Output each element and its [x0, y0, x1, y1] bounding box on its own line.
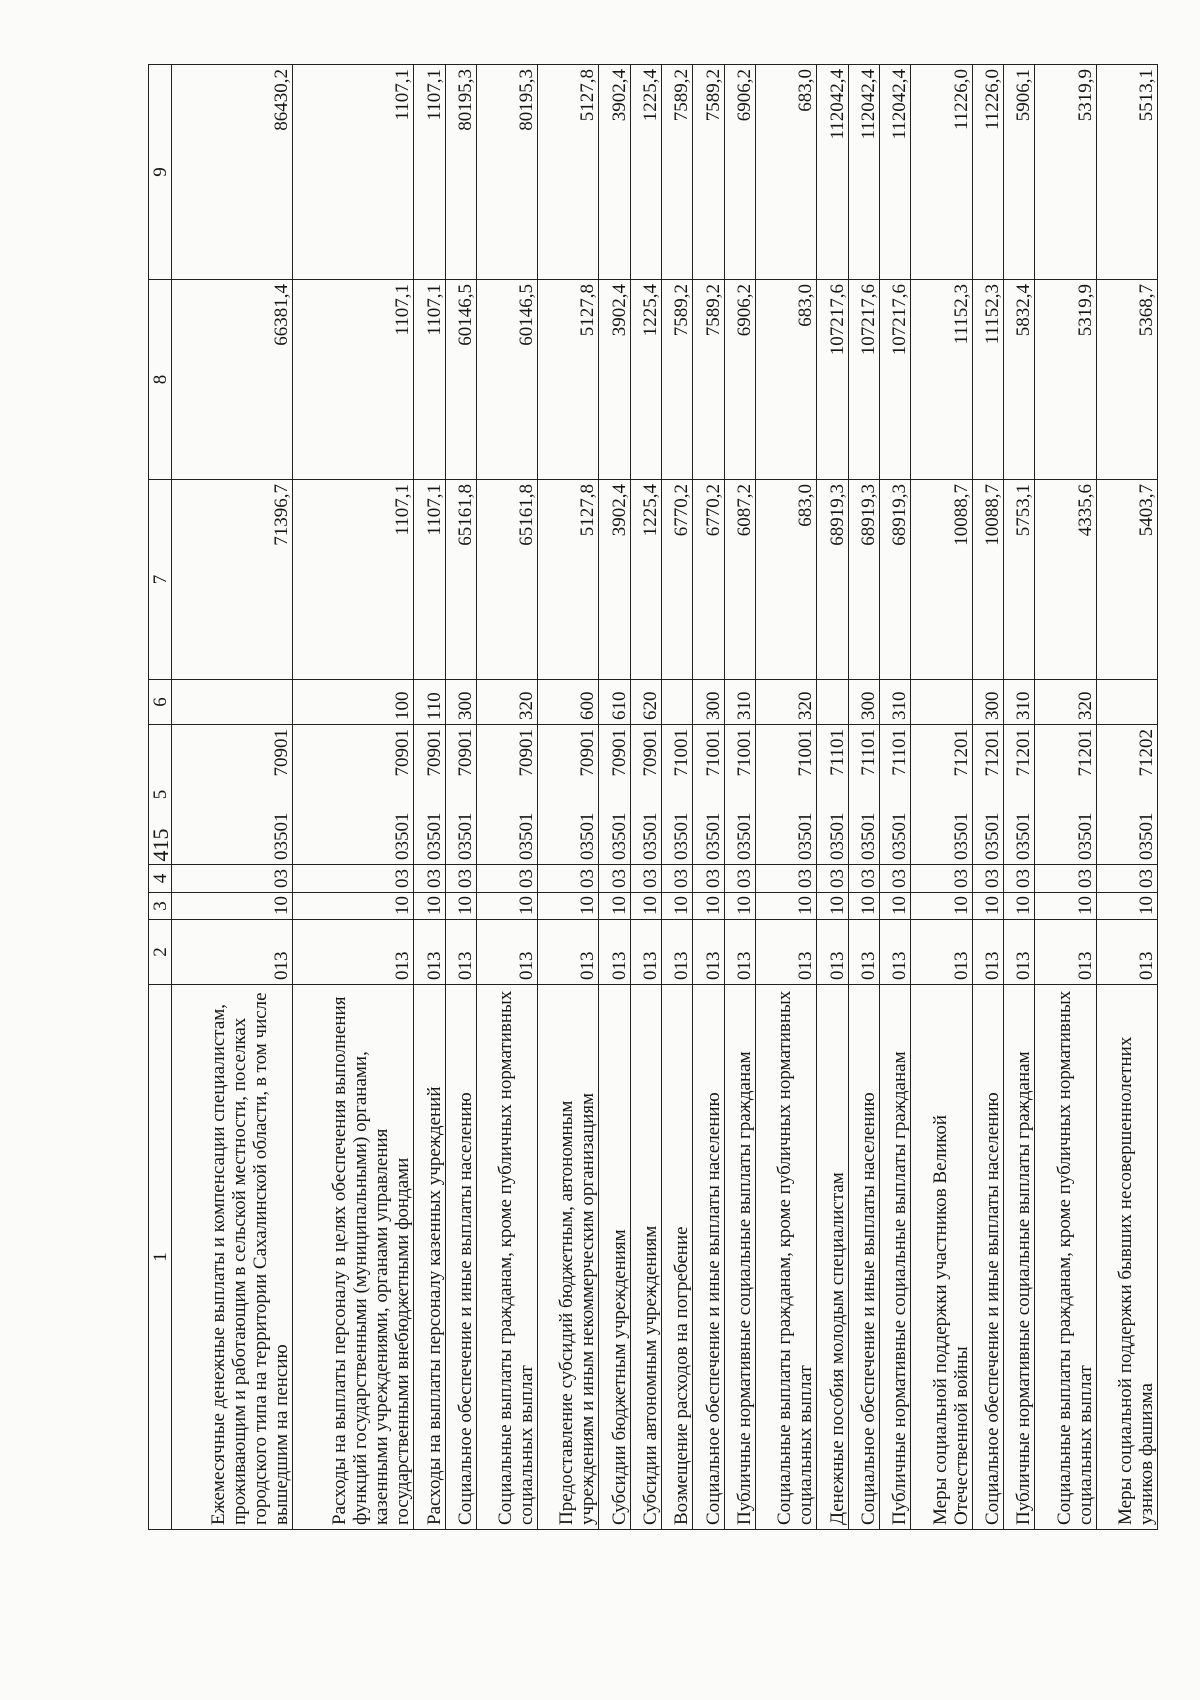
row-name: Социальные выплаты гражданам, кроме публичных нормативных социальных выплат	[476, 985, 537, 1530]
table-row	[911, 65, 972, 1530]
subsection-code: 03	[538, 865, 599, 893]
table-row	[599, 65, 630, 1530]
target-item-code: 70901	[445, 725, 476, 805]
budget-code: 013	[848, 920, 879, 985]
subsection-code: 03	[693, 865, 724, 893]
program-code: 03501	[693, 805, 724, 865]
target-item-code: 71201	[911, 725, 972, 805]
amount-col-7: 5127,8	[538, 480, 599, 680]
table-row	[724, 65, 755, 1530]
table-row	[817, 65, 848, 1530]
row-name: Возмещение расходов на погребение	[662, 985, 693, 1530]
amount-col-8: 6906,2	[724, 280, 755, 480]
amount-col-7: 71396,7	[172, 480, 293, 680]
amount-col-7: 10088,7	[972, 480, 1003, 680]
expense-type-code: 300	[693, 680, 724, 725]
program-code: 03501	[172, 805, 293, 865]
target-item-code: 70901	[599, 725, 630, 805]
amount-col-8: 7589,2	[662, 280, 693, 480]
budget-code: 013	[817, 920, 848, 985]
row-name: Социальные выплаты гражданам, кроме публичных нормативных социальных выплат	[756, 985, 817, 1530]
amount-col-8: 5319,9	[1035, 280, 1096, 480]
amount-col-8: 107217,6	[848, 280, 879, 480]
amount-col-9: 112042,4	[817, 65, 848, 280]
target-item-code: 71001	[693, 725, 724, 805]
expense-type-code	[817, 680, 848, 725]
subsection-code: 03	[756, 865, 817, 893]
target-item-code: 71201	[1035, 725, 1096, 805]
amount-col-8: 5832,4	[1004, 280, 1035, 480]
budget-code: 013	[911, 920, 972, 985]
expense-type-code: 320	[476, 680, 537, 725]
amount-col-9: 5906,1	[1004, 65, 1035, 280]
amount-col-7: 6770,2	[662, 480, 693, 680]
amount-col-9: 5319,9	[1035, 65, 1096, 280]
expense-type-code	[1096, 680, 1157, 725]
budget-code: 013	[538, 920, 599, 985]
target-item-code: 70901	[476, 725, 537, 805]
target-item-code: 71001	[756, 725, 817, 805]
row-name: Социальные выплаты гражданам, кроме публичных нормативных социальных выплат	[1035, 985, 1096, 1530]
amount-col-7: 3902,4	[599, 480, 630, 680]
amount-col-8: 5368,7	[1096, 280, 1157, 480]
table-row	[1035, 65, 1096, 1530]
program-code: 03501	[538, 805, 599, 865]
amount-col-7: 68919,3	[817, 480, 848, 680]
section-code: 10	[693, 893, 724, 920]
program-code: 03501	[630, 805, 661, 865]
amount-col-9: 1225,4	[630, 65, 661, 280]
amount-col-8: 5127,8	[538, 280, 599, 480]
program-code: 03501	[817, 805, 848, 865]
amount-col-8: 60146,5	[445, 280, 476, 480]
table-row	[630, 65, 661, 1530]
expense-type-code: 300	[848, 680, 879, 725]
table-row	[693, 65, 724, 1530]
table-row	[972, 65, 1003, 1530]
row-name: Меры социальной поддержки участников Великой Отечественной войны	[911, 985, 972, 1530]
target-item-code: 71001	[724, 725, 755, 805]
row-name: Ежемесячные денежные выплаты и компенсации специалистам, проживающим и работающим в сельской местности, поселках городского типа на территории Сахалинской области, в том числе вышедшим на пенсию	[172, 985, 293, 1530]
amount-col-7: 68919,3	[880, 480, 911, 680]
subsection-code: 03	[599, 865, 630, 893]
expense-type-code: 610	[599, 680, 630, 725]
amount-col-9: 7589,2	[693, 65, 724, 280]
amount-col-7: 68919,3	[848, 480, 879, 680]
amount-col-9: 1107,1	[414, 65, 445, 280]
amount-col-7: 1107,1	[293, 480, 414, 680]
expense-type-code	[911, 680, 972, 725]
subsection-code: 03	[1096, 865, 1157, 893]
budget-table	[148, 64, 1158, 1530]
table-row	[414, 65, 445, 1530]
section-code: 10	[445, 893, 476, 920]
budget-code: 013	[1035, 920, 1096, 985]
table-row	[476, 65, 537, 1530]
target-item-code: 70901	[172, 725, 293, 805]
amount-col-7: 65161,8	[476, 480, 537, 680]
table-row	[662, 65, 693, 1530]
amount-col-8: 60146,5	[476, 280, 537, 480]
header-col-1: 1	[149, 985, 172, 1530]
section-code: 10	[756, 893, 817, 920]
subsection-code: 03	[445, 865, 476, 893]
amount-col-8: 11152,3	[911, 280, 972, 480]
row-name: Предоставление субсидий бюджетным, автономным учреждениям и иным некоммерческим организациям	[538, 985, 599, 1530]
target-item-code: 71201	[972, 725, 1003, 805]
program-code: 03501	[414, 805, 445, 865]
budget-code: 013	[172, 920, 293, 985]
amount-col-9: 11226,0	[972, 65, 1003, 280]
table-row	[880, 65, 911, 1530]
target-item-code: 71101	[848, 725, 879, 805]
header-col-8: 8	[149, 280, 172, 480]
budget-code: 013	[724, 920, 755, 985]
table-row	[293, 65, 414, 1530]
budget-code: 013	[662, 920, 693, 985]
budget-code: 013	[693, 920, 724, 985]
amount-col-9: 683,0	[756, 65, 817, 280]
budget-code: 013	[414, 920, 445, 985]
amount-col-7: 65161,8	[445, 480, 476, 680]
subsection-code: 03	[880, 865, 911, 893]
header-row	[149, 65, 172, 1530]
subsection-code: 03	[972, 865, 1003, 893]
amount-col-8: 107217,6	[817, 280, 848, 480]
program-code: 03501	[1035, 805, 1096, 865]
target-item-code: 70901	[293, 725, 414, 805]
amount-col-9: 1107,1	[293, 65, 414, 280]
section-code: 10	[414, 893, 445, 920]
subsection-code: 03	[724, 865, 755, 893]
amount-col-8: 683,0	[756, 280, 817, 480]
budget-code: 013	[1096, 920, 1157, 985]
header-col-2: 2	[149, 920, 172, 985]
header-col-5: 5	[149, 725, 172, 865]
expense-type-code: 100	[293, 680, 414, 725]
section-code: 10	[848, 893, 879, 920]
amount-col-7: 1107,1	[414, 480, 445, 680]
program-code: 03501	[972, 805, 1003, 865]
table-row	[756, 65, 817, 1530]
table-row	[538, 65, 599, 1530]
row-name: Расходы на выплаты персоналу казенных учреждений	[414, 985, 445, 1530]
row-name: Субсидии бюджетным учреждениям	[599, 985, 630, 1530]
row-name: Меры социальной поддержки бывших несовершеннолетних узников фашизма	[1096, 985, 1157, 1530]
program-code: 03501	[476, 805, 537, 865]
table-row	[172, 65, 293, 1530]
section-code: 10	[972, 893, 1003, 920]
program-code: 03501	[1004, 805, 1035, 865]
header-col-9: 9	[149, 65, 172, 280]
amount-col-9: 112042,4	[880, 65, 911, 280]
amount-col-8: 11152,3	[972, 280, 1003, 480]
section-code: 10	[662, 893, 693, 920]
target-item-code: 70901	[630, 725, 661, 805]
subsection-code: 03	[1004, 865, 1035, 893]
table-row	[445, 65, 476, 1530]
amount-col-7: 683,0	[756, 480, 817, 680]
amount-col-9: 6906,2	[724, 65, 755, 280]
subsection-code: 03	[630, 865, 661, 893]
amount-col-7: 6770,2	[693, 480, 724, 680]
program-code: 03501	[662, 805, 693, 865]
row-name: Расходы на выплаты персоналу в целях обеспечения выполнения функций государственными (муниципальными) органами, казенными учреждениями, органами управления государственными внебюджетными фондами	[293, 985, 414, 1530]
amount-col-7: 5753,1	[1004, 480, 1035, 680]
budget-code: 013	[599, 920, 630, 985]
target-item-code: 70901	[538, 725, 599, 805]
amount-col-9: 5127,8	[538, 65, 599, 280]
budget-code: 013	[630, 920, 661, 985]
row-name: Субсидии автономным учреждениям	[630, 985, 661, 1530]
program-code: 03501	[599, 805, 630, 865]
amount-col-7: 6087,2	[724, 480, 755, 680]
section-code: 10	[172, 893, 293, 920]
budget-code: 013	[445, 920, 476, 985]
amount-col-7: 5403,7	[1096, 480, 1157, 680]
table-row	[1096, 65, 1157, 1530]
row-name: Публичные нормативные социальные выплаты гражданам	[1004, 985, 1035, 1530]
section-code: 10	[630, 893, 661, 920]
subsection-code: 03	[848, 865, 879, 893]
expense-type-code: 300	[972, 680, 1003, 725]
program-code: 03501	[880, 805, 911, 865]
section-code: 10	[538, 893, 599, 920]
amount-col-8: 107217,6	[880, 280, 911, 480]
expense-type-code: 310	[880, 680, 911, 725]
header-col-7: 7	[149, 480, 172, 680]
budget-code: 013	[880, 920, 911, 985]
target-item-code: 71001	[662, 725, 693, 805]
table-row	[848, 65, 879, 1530]
program-code: 03501	[911, 805, 972, 865]
section-code: 10	[911, 893, 972, 920]
row-name: Публичные нормативные социальные выплаты гражданам	[724, 985, 755, 1530]
subsection-code: 03	[293, 865, 414, 893]
header-col-4: 4	[149, 865, 172, 893]
amount-col-8: 7589,2	[693, 280, 724, 480]
subsection-code: 03	[476, 865, 537, 893]
amount-col-9: 80195,3	[476, 65, 537, 280]
section-code: 10	[880, 893, 911, 920]
section-code: 10	[599, 893, 630, 920]
expense-type-code	[172, 680, 293, 725]
section-code: 10	[1035, 893, 1096, 920]
page-number: 415	[148, 828, 173, 862]
subsection-code: 03	[817, 865, 848, 893]
header-col-6: 6	[149, 680, 172, 725]
amount-col-8: 3902,4	[599, 280, 630, 480]
program-code: 03501	[1096, 805, 1157, 865]
section-code: 10	[1004, 893, 1035, 920]
amount-col-8: 1107,1	[414, 280, 445, 480]
header-col-3: 3	[149, 893, 172, 920]
budget-code: 013	[476, 920, 537, 985]
subsection-code: 03	[172, 865, 293, 893]
expense-type-code	[662, 680, 693, 725]
section-code: 10	[293, 893, 414, 920]
amount-col-9: 7589,2	[662, 65, 693, 280]
expense-type-code: 310	[1004, 680, 1035, 725]
budget-table-rotated	[148, 65, 1158, 1530]
budget-code: 013	[293, 920, 414, 985]
amount-col-9: 86430,2	[172, 65, 293, 280]
row-name: Социальное обеспечение и иные выплаты населению	[972, 985, 1003, 1530]
subsection-code: 03	[1035, 865, 1096, 893]
row-name: Социальное обеспечение и иные выплаты населению	[693, 985, 724, 1530]
amount-col-7: 1225,4	[630, 480, 661, 680]
subsection-code: 03	[662, 865, 693, 893]
amount-col-9: 5513,1	[1096, 65, 1157, 280]
amount-col-8: 1107,1	[293, 280, 414, 480]
amount-col-9: 80195,3	[445, 65, 476, 280]
expense-type-code: 620	[630, 680, 661, 725]
row-name: Социальное обеспечение и иные выплаты населению	[445, 985, 476, 1530]
row-name: Публичные нормативные социальные выплаты гражданам	[880, 985, 911, 1530]
amount-col-9: 11226,0	[911, 65, 972, 280]
amount-col-7: 4335,6	[1035, 480, 1096, 680]
expense-type-code: 310	[724, 680, 755, 725]
target-item-code: 71201	[1004, 725, 1035, 805]
program-code: 03501	[445, 805, 476, 865]
row-name: Денежные пособия молодым специалистам	[817, 985, 848, 1530]
program-code: 03501	[724, 805, 755, 865]
program-code: 03501	[293, 805, 414, 865]
section-code: 10	[724, 893, 755, 920]
budget-code: 013	[1004, 920, 1035, 985]
expense-type-code: 600	[538, 680, 599, 725]
amount-col-9: 3902,4	[599, 65, 630, 280]
program-code: 03501	[756, 805, 817, 865]
section-code: 10	[476, 893, 537, 920]
amount-col-8: 1225,4	[630, 280, 661, 480]
amount-col-8: 66381,4	[172, 280, 293, 480]
target-item-code: 70901	[414, 725, 445, 805]
target-item-code: 71202	[1096, 725, 1157, 805]
target-item-code: 71101	[817, 725, 848, 805]
expense-type-code: 110	[414, 680, 445, 725]
section-code: 10	[1096, 893, 1157, 920]
budget-code: 013	[972, 920, 1003, 985]
table-row	[1004, 65, 1035, 1530]
expense-type-code: 300	[445, 680, 476, 725]
amount-col-9: 112042,4	[848, 65, 879, 280]
expense-type-code: 320	[1035, 680, 1096, 725]
budget-code: 013	[756, 920, 817, 985]
expense-type-code: 320	[756, 680, 817, 725]
amount-col-7: 10088,7	[911, 480, 972, 680]
section-code: 10	[817, 893, 848, 920]
program-code: 03501	[848, 805, 879, 865]
subsection-code: 03	[911, 865, 972, 893]
subsection-code: 03	[414, 865, 445, 893]
row-name: Социальное обеспечение и иные выплаты населению	[848, 985, 879, 1530]
target-item-code: 71101	[880, 725, 911, 805]
